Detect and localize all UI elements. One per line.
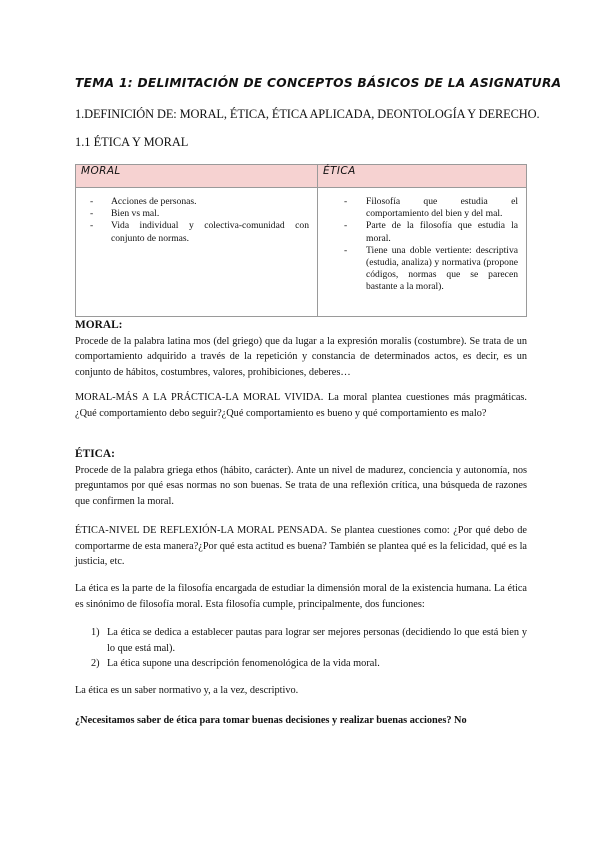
functions-list xyxy=(75,625,527,672)
etica-section xyxy=(75,447,527,510)
etica-heading: ÉTICA: xyxy=(75,448,115,460)
document-title: TEMA 1: DELIMITACIÓN DE CONCEPTOS BÁSICOS DE LA ASIGNATURA xyxy=(75,76,562,90)
dash-bullet: - xyxy=(90,208,94,220)
dash-bullet: - xyxy=(90,220,94,232)
etica-reflection-paragraph: ÉTICA-NIVEL DE REFLEXIÓN-LA MORAL PENSADA. Se plantea cuestiones como: ¿Por qué debo de comportarme de esta manera?¿Por qué esta actitud es buena? También se plantea qué es la felicidad, qué es la justicia, etc. xyxy=(75,525,527,568)
etica-list xyxy=(326,196,518,294)
list-item: - Acciones de personas. xyxy=(90,196,197,207)
etica-summary-paragraph: La ética es un saber normativo y, a la vez, descriptivo. xyxy=(75,685,299,696)
question-section xyxy=(75,713,527,729)
etica-summary-section xyxy=(75,683,527,699)
moral-paragraph: Procede de la palabra latina mos (del griego) que da lugar a la expresión moralis (costumbre). Se trata de un comportamiento adquirido a través de la repetición y constancia de determinados actos, es decir, es un conjunto de hábitos, costumbres, valores, prohibiciones, deberes… xyxy=(75,335,527,379)
etica-definition-section xyxy=(75,581,527,612)
dash-bullet: - xyxy=(344,196,348,207)
moral-list xyxy=(84,196,309,245)
table-header-etica: ÉTICA xyxy=(318,165,527,188)
comparison-table xyxy=(75,164,527,317)
etica-definition-paragraph: La ética es la parte de la filosofía encargada de estudiar la dimensión moral de la existencia humana. La ética es sinónimo de filosofía moral. Esta filosofía cumple, principalmente, dos funciones: xyxy=(75,583,527,610)
moral-practice-section xyxy=(75,390,527,421)
subsection-heading: 1.1 ÉTICA Y MORAL xyxy=(75,135,189,149)
etica-cell xyxy=(318,188,527,317)
list-item: - Vida individual y colectiva-comunidad con conjunto de normas. xyxy=(90,220,309,244)
moral-heading: MORAL: xyxy=(75,319,123,331)
section-heading: 1.DEFINICIÓN DE: MORAL, ÉTICA, ÉTICA APLICADA, DEONTOLOGÍA Y DERECHO. xyxy=(75,107,540,121)
dash-bullet: - xyxy=(344,220,348,232)
list-item: - Tiene una doble vertiente: descriptiva (estudia, analiza) y normativa (propone códigos, normas que se parecen bastante a la moral). xyxy=(344,244,518,293)
etica-paragraph: Procede de la palabra griega ethos (hábito, carácter). Ante un nivel de madurez, conciencia y autonomía, nos preguntamos por qué esas normas no son buenas. Se trata de una reflexión crítica, una búsqueda de razones que confirmen la moral. xyxy=(75,464,527,508)
moral-cell xyxy=(76,188,318,317)
list-item: 2) La ética supone una descripción fenomenológica de la vida moral. xyxy=(91,658,380,670)
etica-reflection-section xyxy=(75,523,527,570)
list-item: - Parte de la filosofía que estudia la moral. xyxy=(344,220,518,244)
moral-practice-paragraph: MORAL-MÁS A LA PRÁCTICA-LA MORAL VIVIDA. La moral plantea cuestiones más pragmáticas. ¿Qué comportamiento debo seguir?¿Qué comportamiento es bueno y qué comportamiento es malo? xyxy=(75,392,527,419)
list-item: - Filosofía que estudia el comportamiento del bien y del mal. xyxy=(344,196,518,220)
list-item: 1) La ética se dedica a establecer pautas para lograr ser mejores personas (decidiendo lo que está bien y lo que está mal). xyxy=(91,627,527,654)
list-item: - Bien vs mal. xyxy=(90,208,160,220)
table-header-moral: MORAL xyxy=(76,165,318,188)
closing-question: ¿Necesitamos saber de ética para tomar buenas decisiones y realizar buenas acciones? No xyxy=(75,715,467,726)
moral-section xyxy=(75,318,527,381)
dash-bullet: - xyxy=(344,244,348,256)
etica-functions xyxy=(75,625,527,672)
dash-bullet: - xyxy=(90,196,94,207)
